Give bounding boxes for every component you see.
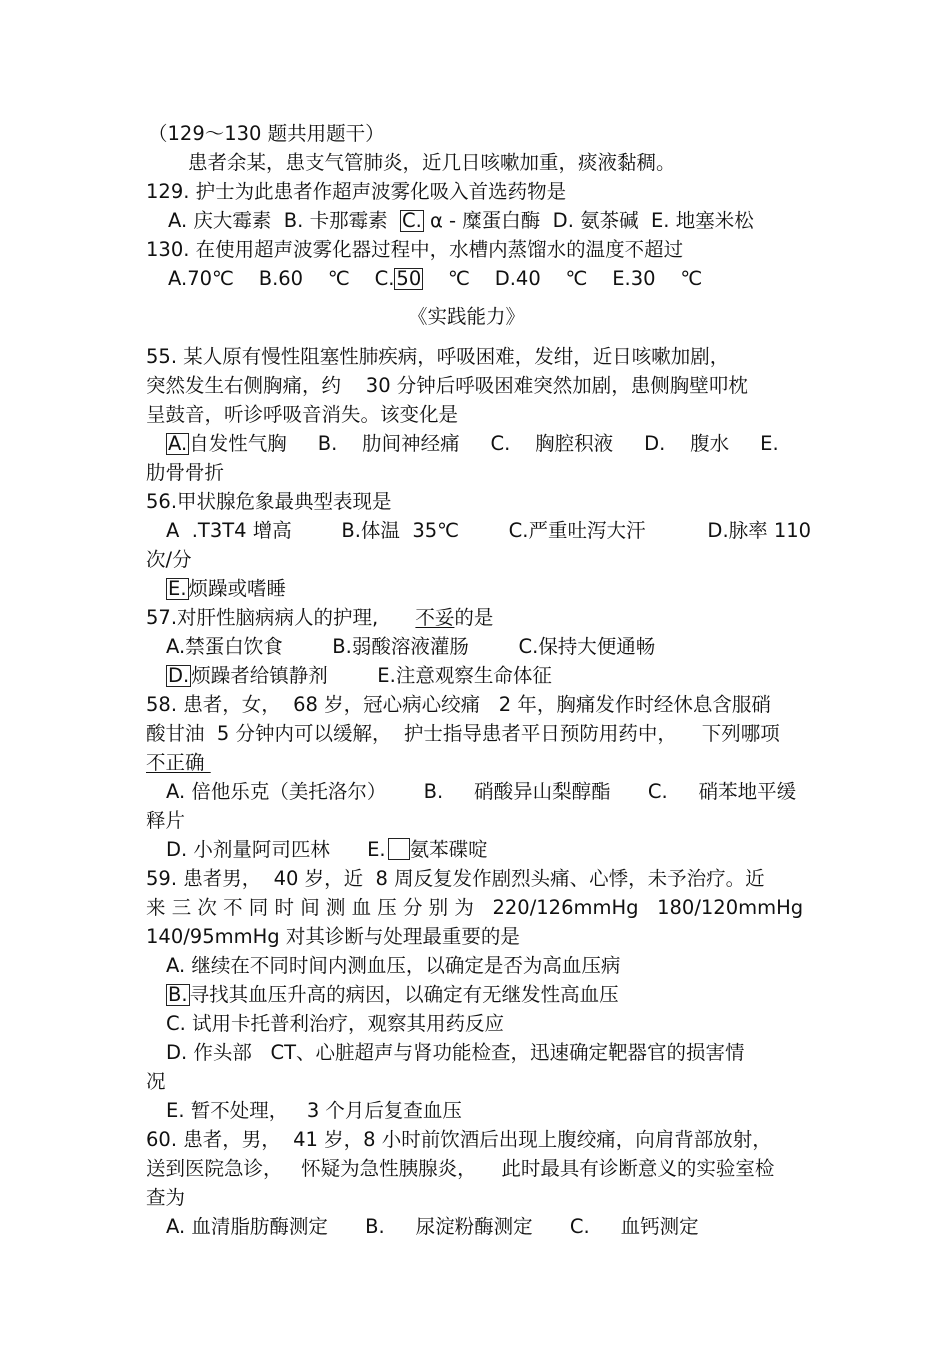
q58-options-de bbox=[166, 838, 488, 862]
q58-underlined: 不正确 bbox=[146, 751, 211, 774]
q55-options-text: 自发性气胸 B. 肋间神经痛 C. 胸腔积液 D. 腹水 E. bbox=[189, 432, 779, 455]
q130-answer-box: 50 bbox=[396, 267, 422, 290]
q56-options-cont: 次/分 bbox=[146, 548, 192, 571]
q56-option-e-text: 烦躁或嗜睡 bbox=[188, 577, 287, 600]
case-stem: 患者余某，患支气管肺炎，近几日咳嗽加重，痰液黏稠。 bbox=[188, 151, 676, 174]
q60-line3: 查为 bbox=[146, 1186, 186, 1209]
q59-line3: 140/95mmHg 对其诊断与处理最重要的是 bbox=[146, 925, 520, 948]
q58-line1: 58. 患者，女， 68 岁，冠心病心绞痛 2 年，胸痛发作时经休息含服硝 bbox=[146, 693, 771, 716]
q55-line1: 55. 某人原有慢性阻塞性肺疾病，呼吸困难，发绀，近日咳嗽加剧， bbox=[146, 345, 730, 368]
q59-line2: 来 三 次 不 同 时 间 测 血 压 分 别 为 220/126mmHg 180/120mmHg bbox=[146, 896, 804, 919]
q59-option-b bbox=[166, 983, 619, 1007]
q56-option-e bbox=[166, 577, 286, 601]
q60-options: A. 血清脂肪酶测定 B. 尿淀粉酶测定 C. 血钙测定 bbox=[166, 1215, 699, 1238]
q129-options-rest: α - 糜蛋白酶 D. 氨茶碱 E. 地塞米松 bbox=[423, 209, 754, 232]
q58-line2: 酸甘油 5 分钟内可以缓解， 护士指导患者平日预防用药中， 下列哪项 bbox=[146, 722, 780, 745]
q60-line2: 送到医院急诊， 怀疑为急性胰腺炎， 此时最具有诊断意义的实验室检 bbox=[146, 1157, 775, 1180]
section-title: 《实践能力》 bbox=[408, 305, 526, 328]
q58-options: A. 倍他乐克（美托洛尔） B. 硝酸异山梨醇酯 C. 硝苯地平缓 bbox=[166, 780, 797, 803]
q57-stem bbox=[146, 606, 493, 630]
q55-line2: 突然发生右侧胸痛，约 30 分钟后呼吸困难突然加剧，患侧胸壁叩枕 bbox=[146, 374, 748, 397]
q57-options: A.禁蛋白饮食 B.弱酸溶液灌肠 C.保持大便通畅 bbox=[166, 635, 656, 658]
q59-option-a: A. 继续在不同时间内测血压，以确定是否为高血压病 bbox=[166, 954, 621, 977]
q59-option-e: E. 暂不处理， 3 个月后复查血压 bbox=[166, 1099, 462, 1122]
q59-option-c: C. 试用卡托普利治疗，观察其用药反应 bbox=[166, 1012, 505, 1035]
q58-line3 bbox=[146, 751, 211, 775]
q129-options bbox=[168, 209, 754, 233]
q129-stem: 129. 护士为此患者作超声波雾化吸入首选药物是 bbox=[146, 180, 567, 203]
q60-line1: 60. 患者，男， 41 岁，8 小时前饮酒后出现上腹绞痛，向肩背部放射， bbox=[146, 1128, 772, 1151]
q57-stem-post: 的是 bbox=[454, 606, 494, 629]
q130-stem: 130. 在使用超声波雾化器过程中，水槽内蒸馏水的温度不超过 bbox=[146, 238, 684, 261]
q57-stem-pre: 57.对肝性脑病病人的护理, bbox=[146, 606, 416, 629]
q59-option-b-text: 寻找其血压升高的病因，以确定有无继发性高血压 bbox=[189, 983, 619, 1006]
q57-options-de-text: 烦躁者给镇静剂 E.注意观察生命体征 bbox=[191, 664, 552, 687]
q55-line3: 呈鼓音，听诊呼吸音消失。该变化是 bbox=[146, 403, 459, 426]
q58-option-d: D. 小剂量阿司匹林 E. bbox=[166, 838, 386, 861]
q59-line1: 59. 患者男， 40 岁，近 8 周反复发作剧烈头痛、心悸，未予治疗。近 bbox=[146, 867, 765, 890]
group-header: （129～130 题共用题干） bbox=[148, 122, 385, 145]
q58-option-e: 氨苯碟啶 bbox=[409, 838, 488, 861]
q56-options: A .T3T4 增高 B.体温 35℃ C.严重吐泻大汗 D.脉率 110 bbox=[166, 519, 812, 542]
q129-answer-box: C. bbox=[401, 209, 422, 232]
q57-answer-box: D. bbox=[168, 664, 190, 687]
q57-options-de bbox=[166, 664, 552, 688]
q58-options-cont: 释片 bbox=[146, 809, 186, 832]
q55-line5: 肋骨骨折 bbox=[146, 461, 225, 484]
q59-option-d-cont: 况 bbox=[146, 1070, 166, 1093]
q55-options bbox=[166, 432, 779, 456]
q56-stem: 56.甲状腺危象最典型表现是 bbox=[146, 490, 392, 513]
q130-options bbox=[168, 267, 702, 291]
q56-answer-box: E. bbox=[168, 577, 187, 600]
q57-stem-underlined: 不妥 bbox=[415, 606, 455, 629]
q129-options-ab: A. 庆大霉素 B. 卡那霉素 bbox=[168, 209, 400, 232]
q55-answer-box: A. bbox=[168, 432, 188, 455]
q59-answer-box: B. bbox=[168, 983, 188, 1006]
q59-option-d: D. 作头部 CT、心脏超声与肾功能检查，迅速确定靶器官的损害情 bbox=[166, 1041, 745, 1064]
q58-answer-box bbox=[388, 838, 410, 860]
q130-options-pre: A.70℃ B.60 ℃ C. bbox=[168, 267, 395, 290]
q130-options-rest: ℃ D.40 ℃ E.30 ℃ bbox=[423, 267, 703, 290]
